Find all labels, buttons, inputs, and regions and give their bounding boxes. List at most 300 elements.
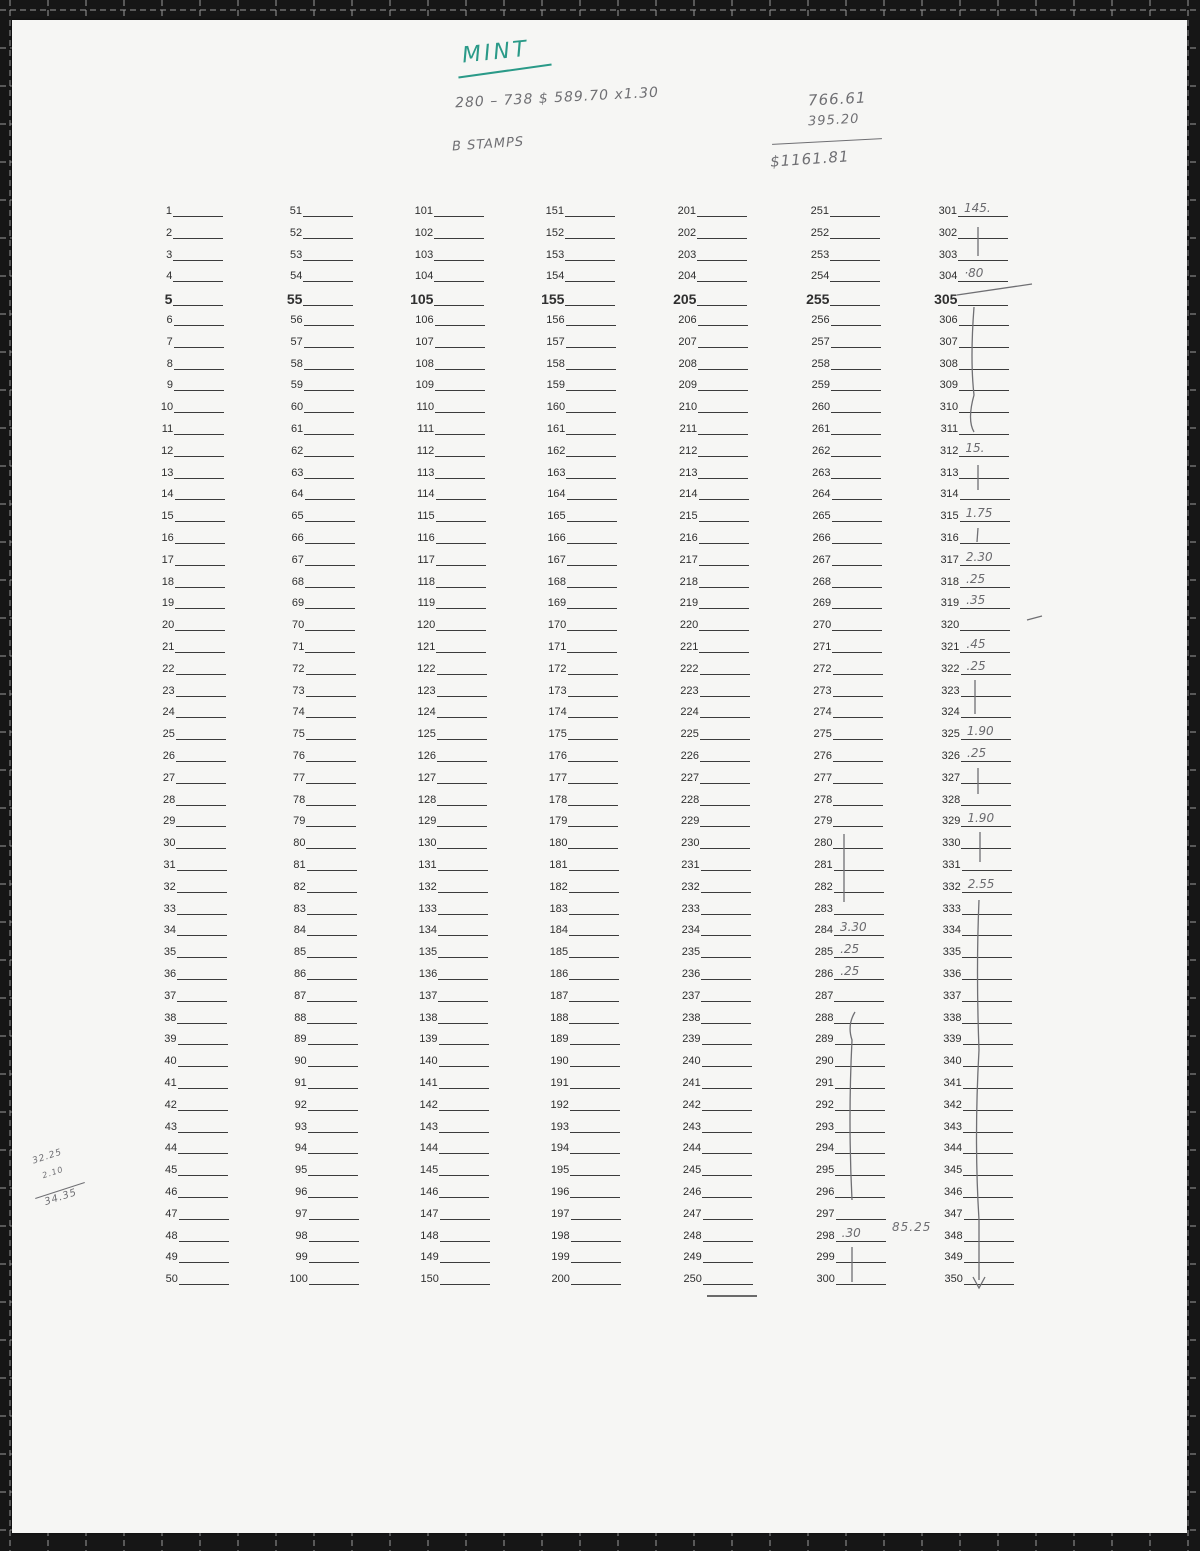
- entry-number: 34: [163, 924, 176, 937]
- entry-value: .45: [966, 637, 986, 651]
- entry-number: 81: [293, 859, 306, 871]
- entry-number: 204: [678, 270, 697, 283]
- entry-number: 195: [550, 1164, 570, 1177]
- entry-number: 191: [550, 1077, 569, 1089]
- entry-number: 101: [414, 205, 433, 217]
- entry-number: 137: [418, 989, 438, 1002]
- entry-number: 40: [164, 1055, 177, 1068]
- entry-number: 91: [294, 1077, 307, 1089]
- carry-mark-306-311: [971, 307, 975, 432]
- entry-number: 329: [942, 815, 961, 828]
- entry-number: 322: [941, 662, 960, 675]
- entry-number: 281: [814, 859, 833, 871]
- entry-number: 316: [940, 532, 959, 544]
- entry-number: 288: [815, 1011, 834, 1024]
- entry-number: 147: [420, 1207, 439, 1220]
- entry-number: 291: [815, 1077, 834, 1089]
- entry-number: 264: [812, 488, 831, 501]
- entry-number: 312: [939, 444, 959, 457]
- entry-number: 348: [944, 1229, 963, 1242]
- entry-number: 221: [680, 641, 699, 653]
- paper-sheet: [12, 20, 1187, 1533]
- entry-number: 157: [546, 335, 565, 348]
- entry-number: 52: [289, 226, 303, 239]
- entry-number: 139: [419, 1033, 438, 1046]
- entry-number: 202: [677, 226, 697, 239]
- entry-number: 299: [816, 1251, 835, 1264]
- dash-mark-305: [957, 284, 1032, 295]
- entry-number: 163: [547, 466, 566, 479]
- entry-number: 323: [941, 684, 960, 697]
- entry-number: 20: [162, 619, 175, 632]
- entry-number: 153: [545, 248, 565, 261]
- entry-number: 184: [549, 924, 568, 937]
- entry-value: 1.75: [965, 506, 993, 521]
- entry-number: 248: [683, 1229, 702, 1242]
- entry-number: 205: [673, 291, 697, 308]
- entry-number: 70: [292, 619, 305, 632]
- entry-number: 200: [551, 1273, 570, 1286]
- entry-number: 241: [682, 1077, 701, 1089]
- entry-number: 183: [549, 902, 568, 915]
- entry-number: 121: [417, 641, 436, 653]
- entry-number: 349: [944, 1251, 963, 1264]
- entry-number: 207: [678, 335, 697, 348]
- entry-number: 347: [944, 1207, 963, 1220]
- entry-number: 232: [681, 880, 700, 893]
- entry-number: 249: [683, 1251, 702, 1264]
- entry-number: 148: [420, 1229, 439, 1242]
- entry-number: 116: [417, 532, 435, 544]
- entry-number: 149: [420, 1251, 439, 1264]
- entry-number: 333: [942, 902, 961, 915]
- entry-number: 168: [547, 575, 567, 588]
- entry-number: 56: [290, 314, 303, 326]
- entry-number: 111: [417, 423, 435, 435]
- entry-number: 267: [812, 553, 831, 566]
- entry-number: 215: [679, 510, 698, 523]
- entry-number: 103: [414, 248, 434, 261]
- entry-number: 73: [292, 684, 305, 697]
- entry-number: 289: [815, 1033, 834, 1046]
- entry-number: 339: [943, 1033, 962, 1046]
- entry-value: 3.30: [839, 920, 867, 935]
- entry-number: 7: [166, 335, 173, 348]
- entry-number: 136: [418, 968, 438, 980]
- entry-number: 109: [415, 379, 434, 392]
- entry-number: 65: [291, 510, 304, 523]
- entry-number: 123: [417, 684, 436, 697]
- entry-number: 326: [941, 750, 960, 762]
- entry-number: 14: [161, 488, 174, 501]
- entry-number: 242: [682, 1098, 701, 1111]
- entry-number: 36: [163, 968, 177, 980]
- carry-mark-333-350: [977, 900, 980, 1280]
- entry-value: 145.: [964, 201, 991, 215]
- entry-number: 164: [547, 488, 566, 501]
- entry-number: 243: [682, 1120, 702, 1133]
- entry-number: 269: [812, 597, 832, 610]
- entry-number: 119: [417, 597, 436, 610]
- entry-number: 256: [811, 314, 830, 326]
- entry-number: 275: [813, 728, 832, 741]
- entry-number: 23: [162, 684, 175, 697]
- entry-number: 176: [548, 750, 567, 762]
- entry-number: 140: [419, 1055, 438, 1068]
- carry-mark-316: [977, 528, 978, 542]
- entry-number: 233: [681, 902, 700, 915]
- entry-number: 220: [679, 619, 699, 632]
- entry-number: 253: [810, 248, 830, 261]
- margin-note-total: 34.35: [43, 1187, 79, 1208]
- entry-number: 122: [417, 662, 436, 675]
- entry-number: 173: [548, 684, 567, 697]
- entry-number: 226: [680, 750, 699, 762]
- entry-number: 35: [163, 946, 177, 959]
- entry-number: 72: [292, 662, 305, 675]
- entry-number: 327: [941, 771, 961, 784]
- entry-number: 208: [678, 357, 697, 370]
- entry-number: 197: [551, 1207, 570, 1220]
- entry-number: 58: [290, 357, 303, 370]
- entry-number: 144: [419, 1142, 439, 1155]
- entry-number: 141: [419, 1077, 438, 1089]
- entry-number: 211: [679, 423, 698, 435]
- entry-number: 135: [418, 946, 438, 959]
- entry-number: 42: [164, 1098, 177, 1111]
- entry-number: 198: [551, 1229, 570, 1242]
- entry-number: 187: [549, 989, 569, 1002]
- entry-number: 128: [417, 793, 437, 806]
- entry-number: 67: [291, 553, 304, 566]
- entry-number: 2: [165, 226, 173, 239]
- entry-number: 53: [289, 248, 303, 261]
- entry-number: 11: [161, 423, 174, 435]
- header-sum-total: $1161.81: [769, 147, 851, 171]
- entry-number: 306: [939, 314, 958, 326]
- entry-number: 261: [811, 423, 831, 435]
- entry-number: 324: [941, 706, 960, 719]
- entry-number: 96: [295, 1186, 308, 1198]
- entry-number: 240: [682, 1055, 701, 1068]
- entry-number: 25: [162, 728, 175, 741]
- entry-number: 76: [292, 750, 305, 762]
- entry-number: 82: [293, 880, 306, 893]
- entry-number: 190: [550, 1055, 569, 1068]
- entry-number: 314: [940, 488, 959, 501]
- entry-number: 277: [813, 771, 833, 784]
- entry-number: 48: [165, 1229, 178, 1242]
- entry-number: 74: [292, 706, 305, 719]
- entry-number: 321: [941, 641, 960, 653]
- entry-number: 236: [681, 968, 701, 980]
- entry-number: 311: [940, 423, 959, 435]
- entry-number: 344: [943, 1142, 963, 1155]
- entry-number: 294: [815, 1142, 835, 1155]
- entry-number: 156: [546, 314, 565, 326]
- entry-number: 105: [410, 291, 434, 308]
- entry-number: 203: [677, 248, 697, 261]
- entry-number: 18: [161, 575, 175, 588]
- entry-number: 158: [546, 357, 565, 370]
- entry-value: .25: [966, 571, 986, 586]
- entry-number: 186: [549, 968, 569, 980]
- header-subtitle: B STAMPS: [451, 134, 525, 155]
- entry-number: 95: [295, 1164, 308, 1177]
- entry-value: ·80: [964, 266, 984, 281]
- entry-number: 78: [292, 793, 306, 806]
- entry-number: 244: [682, 1142, 702, 1155]
- entry-number: 238: [682, 1011, 701, 1024]
- entry-number: 124: [417, 706, 436, 719]
- entry-number: 108: [415, 357, 434, 370]
- entry-number: 155: [541, 291, 565, 308]
- entry-number: 110: [416, 401, 435, 414]
- entry-number: 227: [680, 771, 700, 784]
- entry-number: 255: [806, 291, 830, 308]
- entry-number: 130: [418, 837, 437, 850]
- entry-number: 258: [811, 357, 830, 370]
- entry-number: 49: [165, 1251, 178, 1264]
- entry-number: 313: [940, 466, 959, 479]
- entry-number: 126: [417, 750, 436, 762]
- entry-number: 251: [810, 205, 829, 217]
- entry-number: 280: [814, 837, 833, 850]
- entry-number: 32: [163, 880, 176, 893]
- entry-number: 112: [416, 444, 435, 457]
- entry-number: 189: [550, 1033, 569, 1046]
- entry-number: 62: [291, 444, 304, 457]
- entry-number: 194: [550, 1142, 570, 1155]
- entry-number: 223: [680, 684, 699, 697]
- entry-number: 172: [548, 662, 567, 675]
- entry-number: 97: [295, 1207, 308, 1220]
- entry-number: 60: [290, 401, 304, 414]
- margin-note-line1: 32.25: [31, 1147, 64, 1167]
- entry-number: 4: [166, 270, 173, 283]
- entry-number: 318: [940, 575, 960, 588]
- entry-number: 268: [812, 575, 832, 588]
- entry-number: 94: [294, 1142, 308, 1155]
- entry-number: 26: [162, 750, 175, 762]
- entry-number: 5: [164, 291, 173, 308]
- entry-number: 138: [419, 1011, 438, 1024]
- entry-number: 301: [938, 205, 957, 217]
- entry-number: 166: [547, 532, 566, 544]
- entry-number: 285: [814, 946, 834, 959]
- entry-number: 169: [547, 597, 567, 610]
- entry-number: 180: [549, 837, 568, 850]
- entry-number: 16: [161, 532, 174, 544]
- entry-number: 262: [811, 444, 831, 457]
- entry-number: 284: [814, 924, 833, 937]
- entry-number: 260: [811, 401, 831, 414]
- entry-number: 98: [295, 1229, 308, 1242]
- entry-number: 328: [941, 793, 961, 806]
- entry-number: 206: [678, 314, 697, 326]
- entry-value: .30: [841, 1225, 861, 1240]
- entry-number: 292: [815, 1098, 834, 1111]
- entry-number: 162: [546, 444, 566, 457]
- entry-number: 17: [161, 553, 174, 566]
- entry-number: 210: [678, 401, 698, 414]
- entry-number: 228: [680, 793, 700, 806]
- entry-number: 286: [814, 968, 834, 980]
- entry-number: 178: [548, 793, 568, 806]
- entry-number: 214: [679, 488, 698, 501]
- entry-number: 143: [419, 1120, 439, 1133]
- side-note: 85.25: [892, 1220, 932, 1234]
- entry-number: 230: [681, 837, 700, 850]
- entry-number: 193: [550, 1120, 570, 1133]
- entry-number: 88: [294, 1011, 307, 1024]
- entry-number: 341: [943, 1077, 962, 1089]
- entry-number: 239: [682, 1033, 701, 1046]
- entry-number: 287: [814, 989, 834, 1002]
- entry-number: 317: [940, 553, 959, 566]
- entry-number: 100: [289, 1273, 308, 1286]
- entry-number: 134: [418, 924, 437, 937]
- entry-number: 325: [941, 728, 960, 741]
- entry-number: 338: [943, 1011, 962, 1024]
- entry-number: 86: [293, 968, 307, 980]
- entry-number: 336: [942, 968, 962, 980]
- entry-number: 170: [547, 619, 567, 632]
- entry-number: 118: [417, 575, 436, 588]
- entry-number: 55: [286, 291, 303, 308]
- entry-number: 216: [679, 532, 698, 544]
- entry-number: 154: [546, 270, 565, 283]
- entry-number: 257: [811, 335, 830, 348]
- dash-mark-320: [1027, 616, 1042, 620]
- entry-number: 272: [813, 662, 832, 675]
- entry-value: 2.55: [967, 876, 995, 891]
- entry-number: 161: [546, 423, 566, 435]
- entry-number: 107: [415, 335, 434, 348]
- entry-number: 192: [550, 1098, 569, 1111]
- entry-number: 84: [293, 924, 306, 937]
- entry-number: 217: [679, 553, 698, 566]
- carry-mark-288-297: [850, 1012, 855, 1200]
- entry-number: 15: [161, 510, 174, 523]
- entry-number: 125: [417, 728, 436, 741]
- entry-number: 345: [943, 1164, 963, 1177]
- entry-number: 298: [816, 1229, 835, 1242]
- entry-number: 266: [812, 532, 831, 544]
- entry-number: 252: [810, 226, 830, 239]
- entry-number: 61: [290, 423, 304, 435]
- entry-number: 24: [162, 706, 175, 719]
- entry-number: 90: [294, 1055, 307, 1068]
- entry-number: 43: [164, 1120, 178, 1133]
- entry-number: 12: [161, 444, 174, 457]
- entry-number: 33: [163, 902, 176, 915]
- entry-number: 201: [677, 205, 696, 217]
- entry-number: 290: [815, 1055, 834, 1068]
- entry-number: 335: [942, 946, 962, 959]
- entry-number: 219: [679, 597, 699, 610]
- entry-number: 167: [547, 553, 566, 566]
- entry-number: 41: [164, 1077, 177, 1089]
- header-calculation: 280 – 738 $ 589.70 x1.30: [454, 84, 660, 112]
- entry-number: 93: [294, 1120, 308, 1133]
- entry-number: 31: [163, 859, 176, 871]
- entry-number: 19: [161, 597, 175, 610]
- entry-number: 85: [293, 946, 307, 959]
- entry-number: 115: [417, 510, 435, 523]
- entry-number: 92: [294, 1098, 307, 1111]
- entry-value: 2.30: [965, 549, 993, 564]
- entry-number: 337: [942, 989, 962, 1002]
- entry-number: 332: [942, 880, 961, 893]
- entry-number: 39: [164, 1033, 177, 1046]
- entry-number: 68: [291, 575, 305, 588]
- entry-value: .35: [966, 593, 986, 608]
- entry-number: 182: [549, 880, 568, 893]
- entry-value: .25: [840, 942, 860, 957]
- entry-number: 37: [164, 989, 177, 1002]
- entry-value: 15.: [965, 440, 985, 455]
- entry-number: 87: [294, 989, 307, 1002]
- entry-number: 129: [418, 815, 437, 828]
- entry-number: 224: [680, 706, 699, 719]
- entry-value: .25: [966, 658, 986, 673]
- entry-number: 305: [934, 291, 958, 308]
- entry-number: 303: [938, 248, 958, 261]
- entry-number: 246: [683, 1186, 702, 1198]
- entry-number: 50: [165, 1273, 178, 1286]
- header-sum-line2: 395.20: [807, 111, 860, 130]
- entry-number: 276: [813, 750, 832, 762]
- entry-number: 279: [814, 815, 833, 828]
- entry-number: 334: [942, 924, 961, 937]
- entry-number: 117: [417, 553, 435, 566]
- entry-number: 152: [545, 226, 565, 239]
- entry-number: 38: [164, 1011, 177, 1024]
- entry-number: 181: [549, 859, 568, 871]
- entry-number: 343: [943, 1120, 963, 1133]
- entry-number: 102: [414, 226, 434, 239]
- entry-number: 259: [811, 379, 830, 392]
- entry-number: 160: [546, 401, 566, 414]
- pencil-marks: [12, 20, 1187, 1533]
- entry-number: 59: [290, 379, 303, 392]
- entry-number: 346: [944, 1186, 963, 1198]
- entry-number: 237: [681, 989, 701, 1002]
- entry-number: 30: [163, 837, 176, 850]
- header-sum-line1: 766.61: [807, 88, 867, 110]
- entry-number: 218: [679, 575, 699, 588]
- entry-number: 278: [813, 793, 833, 806]
- entry-number: 145: [419, 1164, 439, 1177]
- entry-number: 21: [162, 641, 175, 653]
- entry-number: 28: [162, 793, 176, 806]
- entry-number: 231: [681, 859, 700, 871]
- entry-number: 340: [943, 1055, 962, 1068]
- entry-number: 247: [683, 1207, 702, 1220]
- entry-value: 1.90: [966, 724, 994, 739]
- entry-number: 254: [811, 270, 830, 283]
- entry-number: 309: [939, 379, 958, 392]
- entry-number: 174: [548, 706, 567, 719]
- entry-number: 57: [290, 335, 303, 348]
- entry-number: 80: [293, 837, 306, 850]
- entry-number: 296: [816, 1186, 835, 1198]
- entry-number: 229: [681, 815, 700, 828]
- entry-number: 273: [813, 684, 832, 697]
- entry-number: 179: [549, 815, 568, 828]
- entry-number: 142: [419, 1098, 438, 1111]
